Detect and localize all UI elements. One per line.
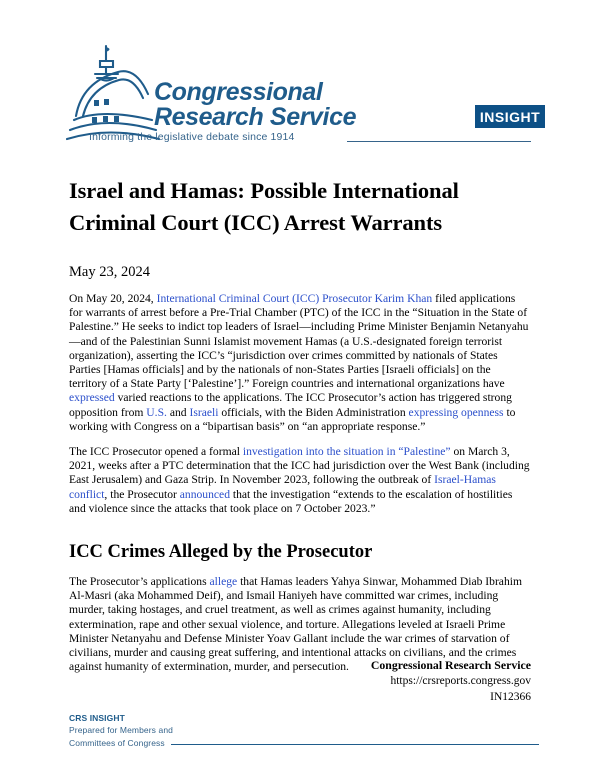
insight-badge: INSIGHT [475, 105, 545, 128]
inline-link[interactable]: expressing openness [408, 405, 504, 419]
paragraph-intro: On May 20, 2024, International Criminal Court (ICC) Prosecutor Karim Khan filed applications for warrants of arrest before a Pre-Trial Chamber (PTC) of the ICC in the “Situation in the State of Palestine.” He seeks to indict top leaders of Israel—including Prime Minister Benjamin Netanyahu—and of the Palestinian Sunni Islamist movement Hamas (a U.S.-designated foreign terrorist organization), asserting the ICC’s “jurisdiction over crimes committed by nationals of States Parties [Hamas officials] and by the nationals of non-States Parties [Israeli officials] on the territory of a State Party [‘Palestine’].” Foreign countries and international organizations have expressed varied reactions to the applications. The ICC Prosecutor’s action has triggered strong opposition from U.S. and Israeli officials, with the Biden Administration expressing openness to working with Congress on a “bipartisan basis” on “an appropriate response.” [69, 292, 529, 433]
footer-divider [171, 744, 539, 745]
inline-link[interactable]: Israel-Hamas conflict [69, 473, 496, 501]
footer-report-id: IN12366 [490, 691, 531, 703]
document-content [69, 175, 531, 674]
footer-prepared-row [69, 737, 539, 750]
inline-link[interactable]: allege [209, 575, 238, 589]
inline-link[interactable]: International Criminal Court (ICC) Prosecutor Karim Khan [156, 292, 433, 305]
page-title: Israel and Hamas: Possible International Criminal Court (ICC) Arrest Warrants [69, 178, 459, 235]
crs-tagline: Informing the legislative debate since 1914 [89, 131, 295, 143]
wordmark-line-1: Congressional [154, 78, 323, 106]
section-heading-icc-crimes: ICC Crimes Alleged by the Prosecutor [69, 542, 373, 563]
header-divider [347, 141, 531, 142]
footer-series-block [69, 712, 539, 749]
crs-wordmark [154, 80, 384, 130]
paragraph-investigation: The ICC Prosecutor opened a formal investigation into the situation in “Palestine” on March 3, 2021, weeks after a PTC determination that the ICC had jurisdiction over the West Bank (including East Jerusalem) and Gaza Strip. In November 2023, following the outbreak of Israel-Hamas conflict, the Prosecutor announced that the investigation “extends to the escalation of hostilities and violence since the attacks that took place on 7 October 2023.” [69, 445, 530, 515]
paragraph-allegations: The Prosecutor’s applications allege that Hamas leaders Yahya Sinwar, Mohammed Diab Ibrahim Al-Masri (aka Mohammed Deif), and Ismail Haniyeh have committed war crimes, including murder, taking hostages, and cruel treatment, as well as crimes against humanity, including extermination, rape and other sexual violence, and torture. Allegations leveled at Israeli Prime Minister Netanyahu and Defense Minister Yoav Gallant include the war crimes of starvation of civilians, murder and causing great suffering, and intentional attacks on civilians, and the crimes against humanity of extermination, murder, and persecution. [69, 575, 522, 674]
inline-link[interactable]: U.S. [146, 405, 167, 419]
capitol-dome-icon [66, 44, 162, 144]
page-header [0, 0, 600, 160]
publication-date: May 23, 2024 [69, 264, 150, 280]
inline-link[interactable]: Israeli [189, 405, 219, 419]
wordmark-line-2: Research Service [154, 103, 357, 131]
footer-series-label: CRS INSIGHT [69, 713, 125, 723]
inline-link[interactable]: investigation into the situation in “Palestine” [242, 445, 451, 459]
footer-identification [201, 657, 531, 705]
footer-organization: Congressional Research Service [370, 658, 531, 672]
inline-link[interactable]: expressed [69, 391, 115, 405]
inline-link[interactable]: announced [179, 487, 230, 501]
footer-url[interactable]: https://crsreports.congress.gov [390, 675, 531, 687]
footer-prepared-line-1: Prepared for Members and [69, 725, 173, 735]
footer-prepared-line-2: Committees of Congress [69, 737, 165, 748]
